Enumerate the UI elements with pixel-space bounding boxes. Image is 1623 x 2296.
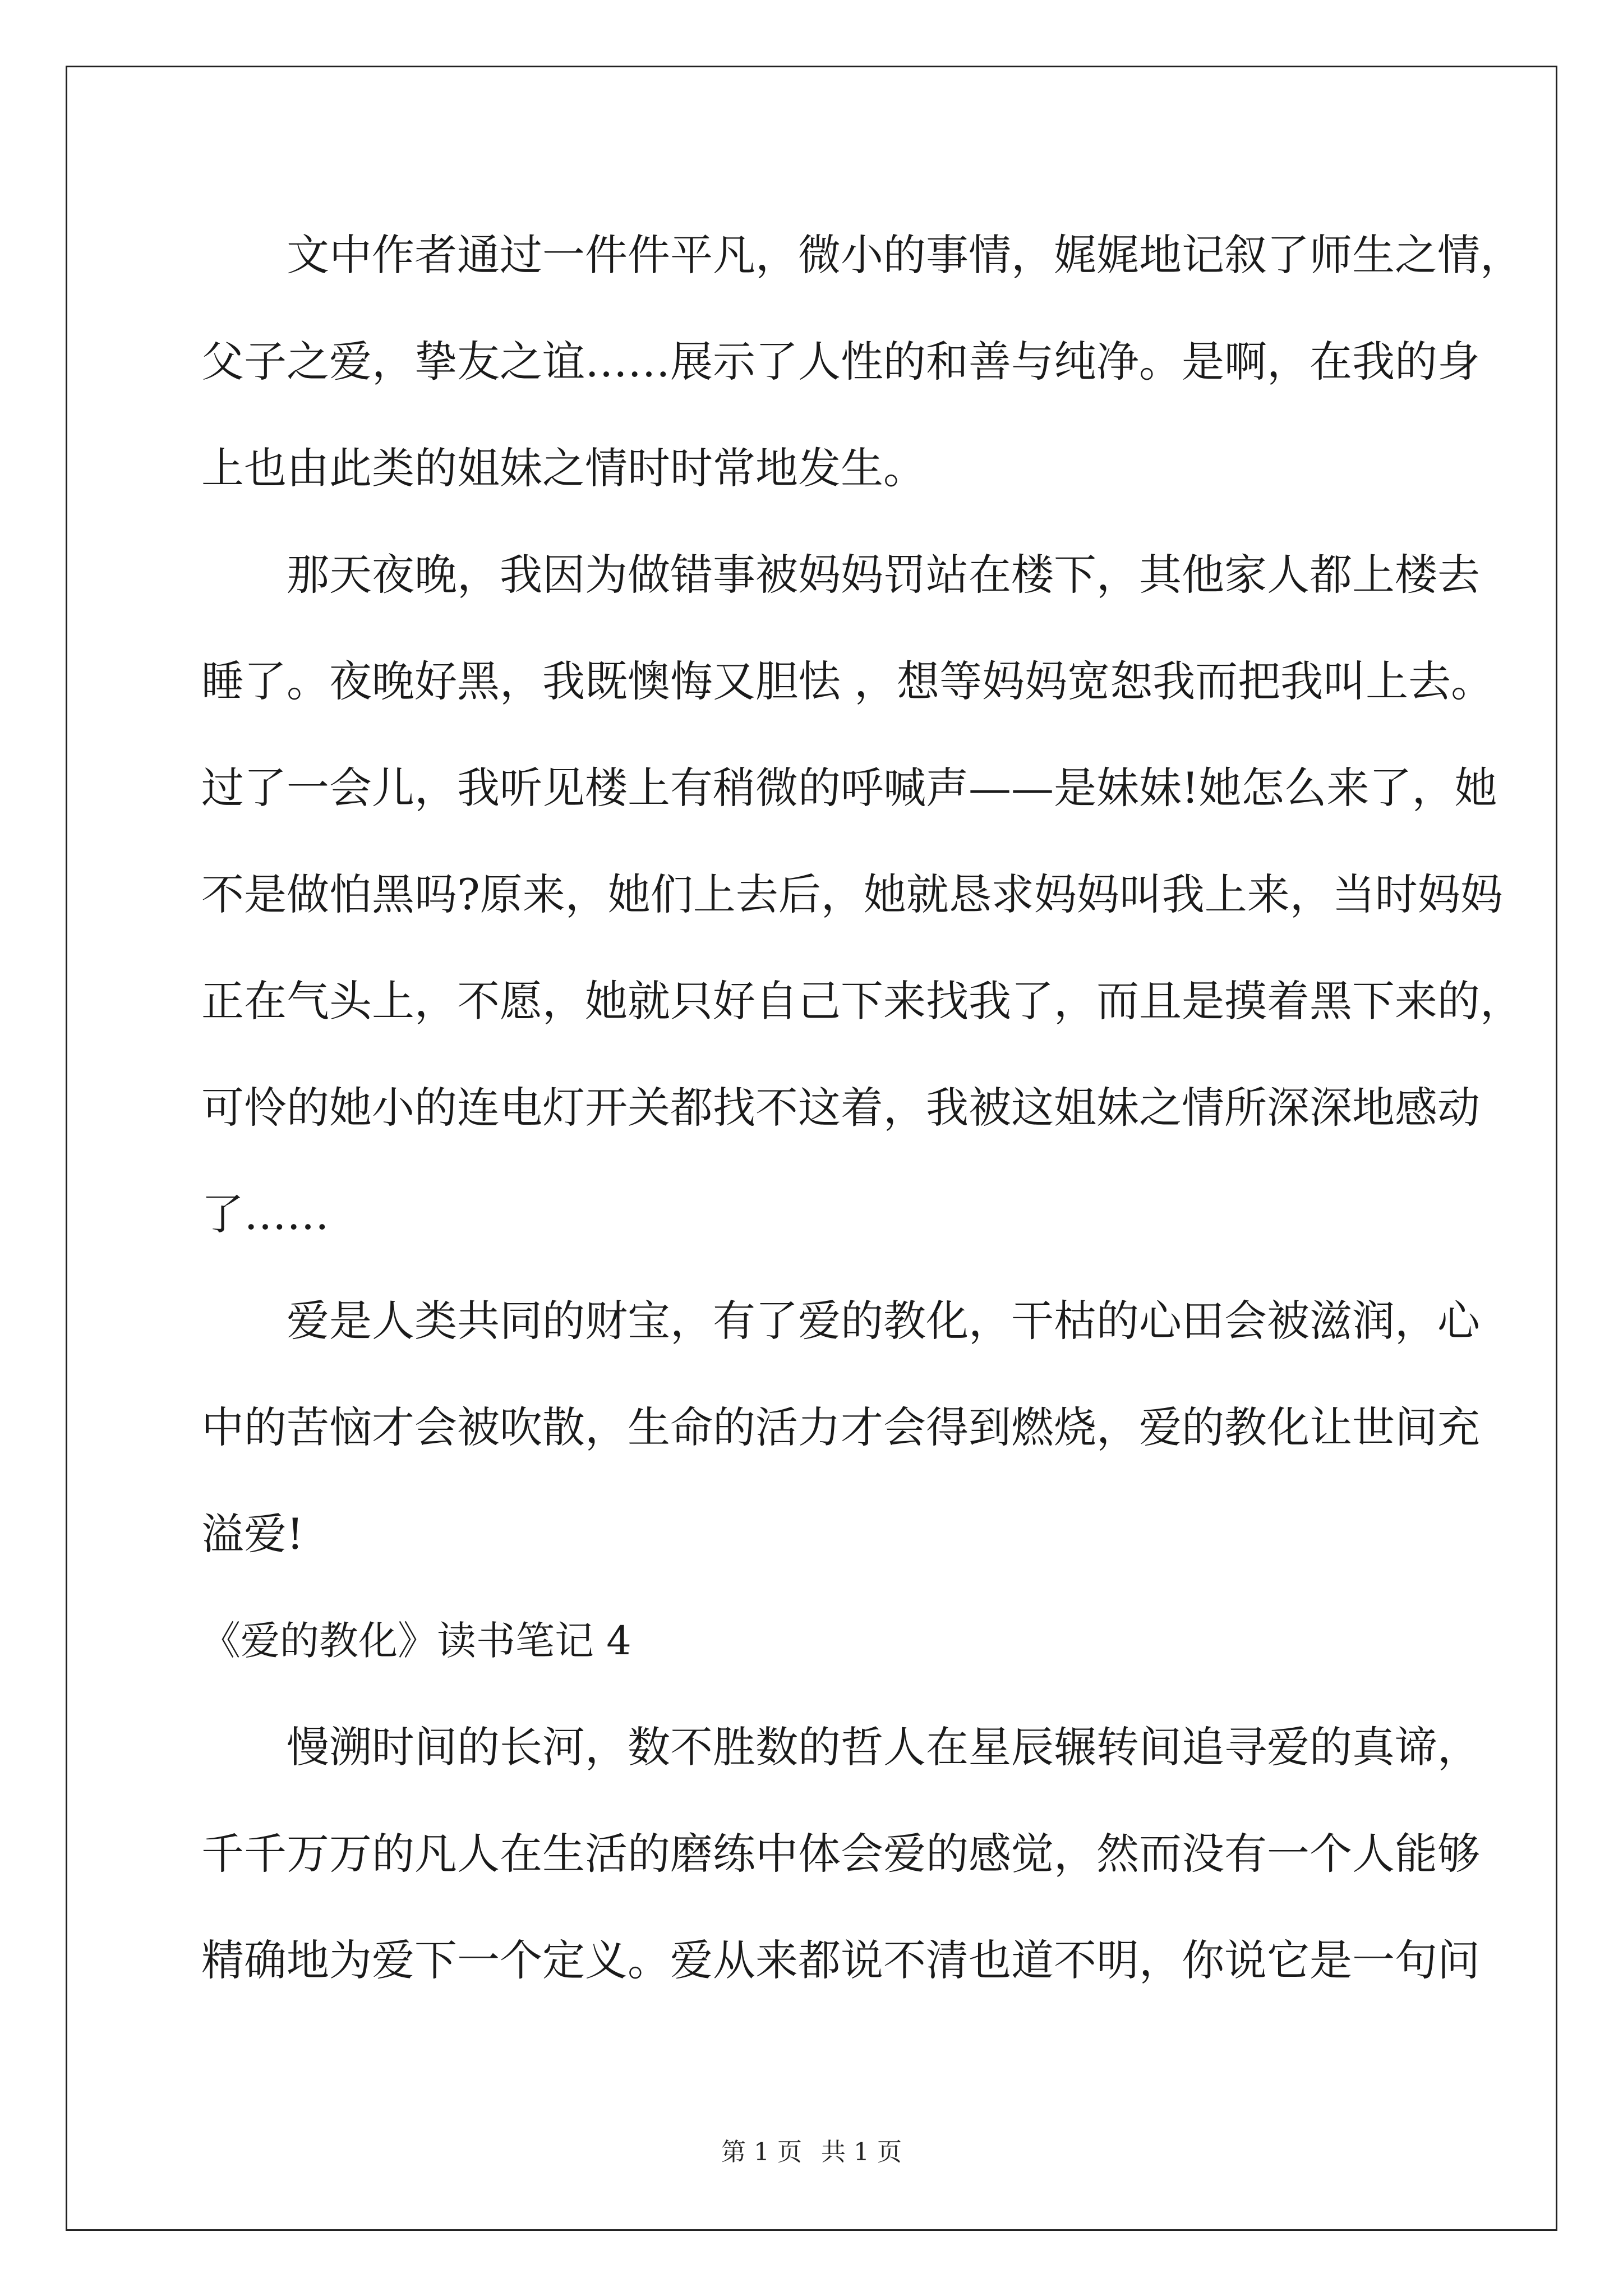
page-total: 共 1 页 bbox=[821, 2138, 902, 2166]
page-number: 第 1 页 bbox=[721, 2138, 802, 2166]
paragraph-line: 溢爱! bbox=[201, 1509, 304, 1559]
paragraph-line: 精确地为爱下一个定义。爱从来都说不清也道不明，你说它是一句问 bbox=[201, 1935, 1480, 1985]
paragraph-line: 慢溯时间的长河，数不胜数的哲人在星辰辗转间追寻爱的真谛， bbox=[287, 1722, 1480, 1772]
document-body bbox=[201, 202, 1523, 2014]
paragraph-line: 了…… bbox=[201, 1189, 329, 1239]
paragraph-line: 睡了。夜晚好黑，我既懊悔又胆怯 ，想等妈妈宽恕我而把我叫上去。 bbox=[201, 656, 1494, 706]
paragraph-line: 中的苦恼才会被吹散，生命的活力才会得到燃烧，爱的教化让世间充 bbox=[201, 1402, 1480, 1452]
section-title: 《爱的教化》读书笔记 4 bbox=[201, 1618, 631, 1664]
paragraph-line: 可怜的她小的连电灯开关都找不这着，我被这姐妹之情所深深地感动 bbox=[201, 1083, 1480, 1133]
paragraph-line: 过了一会儿，我听见楼上有稍微的呼喊声——是妹妹!她怎么来了，她 bbox=[201, 763, 1497, 813]
paragraph-line: 那天夜晚，我因为做错事被妈妈罚站在楼下，其他家人都上楼去 bbox=[287, 550, 1480, 600]
paragraph-line: 正在气头上，不愿，她就只好自己下来找我了，而且是摸着黑下来的， bbox=[201, 976, 1523, 1026]
paragraph-line: 上也由此类的姐妹之情时时常地发生。 bbox=[201, 443, 926, 493]
page-footer bbox=[0, 2132, 1623, 2168]
paragraph-line: 不是做怕黑吗?原来，她们上去后，她就恳求妈妈叫我上来，当时妈妈 bbox=[201, 869, 1503, 919]
paragraph-line: 父子之爱，挚友之谊……展示了人性的和善与纯净。是啊，在我的身 bbox=[201, 337, 1480, 386]
paragraph-line: 文中作者通过一件件平凡，微小的事情，娓娓地记叙了师生之情， bbox=[287, 230, 1523, 280]
paragraph-line: 爱是人类共同的财宝，有了爱的教化，干枯的心田会被滋润，心 bbox=[287, 1296, 1480, 1346]
paragraph-line: 千千万万的凡人在生活的磨练中体会爱的感觉，然而没有一个人能够 bbox=[201, 1829, 1480, 1879]
